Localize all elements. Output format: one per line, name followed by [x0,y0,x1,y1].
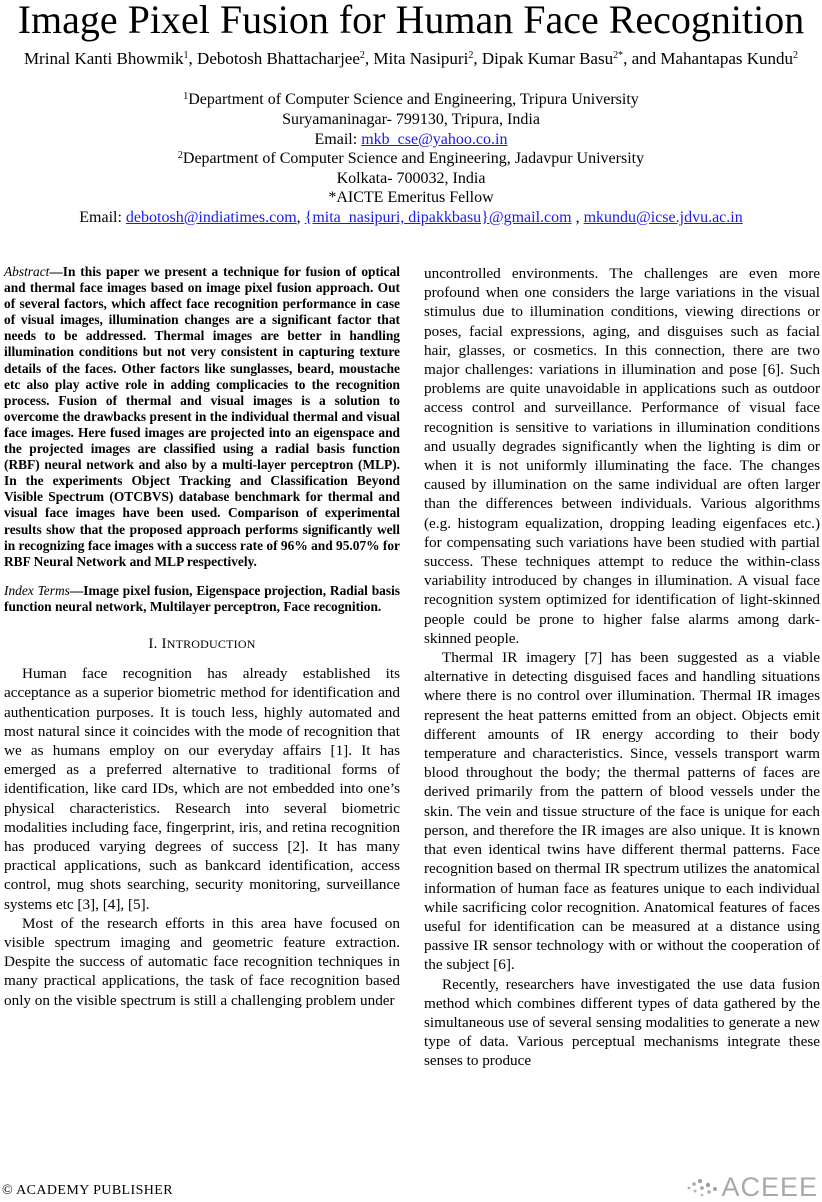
email-link-3[interactable]: {mita_nasipuri, dipakkbasu}@gmail.com [304,209,572,226]
intro-paragraph-5: Recently, researchers have investigated the use data fusion method which combines different types of data gathered by the simultaneous use of several sensing modalities to generate a new type of data. Various perceptual mechanisms integrate these senses to produce [424,975,820,1070]
author-2: Debotosh Bhattacharjee$^2$, [197,49,374,68]
intro-paragraph-2: Most of the research efforts in this area have focused on visible spectrum imaging and geometric feature extraction. Despite the success of automatic face recognition techniques in many practical applications, the task of face recognition based only on the visible spectrum is still a challenging problem under [4,914,400,1009]
logo-text: ACEEE [721,1172,818,1202]
email-link-1[interactable]: mkb_cse@yahoo.co.in [361,131,508,148]
author-3: Mita Nasipuri$^2$, [373,49,482,68]
emeritus-fellow-note: *AICTE Emeritus Fellow [328,189,494,206]
affiliation-2-emails: Email: debotosh@indiatimes.com, {mita_nasipuri, dipakkbasu}@gmail.com , mkundu@icse.jdvu.ac.in [79,209,743,226]
abstract: Abstract—In this paper we present a technique for fusion of optical and thermal face images based on image pixel fusion approach. Out of several factors, which affect face recognition performance in case of visual images, illumination changes are a significant factor that needs to be addressed. Thermal images are better in handling illumination conditions but not very consistent in capturing texture details of the faces. Other factors like sunglasses, beard, moustache etc also play active role in adding complicacies to the recognition process. Fusion of thermal and visual images is a solution to overcome the drawbacks present in the individual thermal and visual face images. Here fused images are projected into an eigenspace and the projected images are classified using a radial basis function (RBF) neural network and also by a multi-layer perceptron (MLP). In the experiments Object Tracking and Classification Beyond Visible Spectrum (OTCBVS) database benchmark for thermal and visual face images have been used. Comparison of experimental results show that the proposed approach performs significantly well in recognizing face images with a success rate of 96% and 95.07% for RBF Neural Network and MLP respectively. [4,264,400,569]
affiliation-1-address: Suryamaninagar- 799130, Tripura, India [282,111,540,128]
left-column [4,264,400,1010]
index-terms: Index Terms—Image pixel fusion, Eigenspace projection, Radial basis function neural network, Multilayer perceptron, Face recognition. [4,582,401,614]
right-column [424,264,820,1071]
affiliation-2-address: Kolkata- 700032, India [336,170,486,187]
intro-paragraph-4: Thermal IR imagery [7] has been suggested as a viable alternative in detecting disguised faces and handling situations where there is no control over illumination. Thermal IR images represent the heat patterns emitted from an object. Objects emit different amounts of IR energy according to their body temperature and characteristics. Since, vessels transport warm blood throughout the body; the thermal patterns of faces are derived primarily from the pattern of blood vessels under the skin. The vein and tissue structure of the face is unique for each person, and therefore the IR images are also unique. It is known that even identical twins have different thermal patterns. Face recognition based on thermal IR spectrum utilizes the anatomical information of human face as features unique to each individual while sacrificing color recognition. Anatomical features of faces useful for identification can be measured at a distance using passive IR sensor technology with or without the cooperation of the subject [6]. [424,649,820,974]
email-link-2[interactable]: debotosh@indiatimes.com [125,209,297,226]
index-terms-label: Index Terms [4,582,70,598]
copyright-notice: © ACADEMY PUBLISHER [2,1183,173,1198]
intro-paragraph-3: uncontrolled environments. The challenges are even more profound when one considers the large variations in the visual stimulus due to illumination conditions, viewing directions or poses, facial expressions, aging, and disguises such as facial hair, glasses, or cosmetics. In this connection, there are two major challenges: variations in illumination and pose [6]. Such problems are quite unavoidable in applications such as outdoor access control and surveillance. Performance of visual face recognition is sensitive to variations in illumination conditions and usually degrades significantly when the lighting is dim or when it is not uniformly illuminating the face. The changes caused by illumination on the same individual are often larger than the differences between individuals. Various algorithms (e.g. histogram equalization, dropping leading eigenfaces etc.) for compensating such variations have been studied with partial success. These techniques attempt to reduce the within-class variability introduced by changes in illumination. A visual face recognition system optimized for identification of light-skinned people could be prone to higher false alarms among dark-skinned people. [424,265,820,647]
section-heading-introduction: I. INTRODUCTION [148,635,256,652]
author-5: Mahantapas Kundu$^2$ [660,49,799,68]
author-list [0,48,822,70]
aceee-logo [685,1174,818,1200]
author-1: Mrinal Kanti Bhowmik$^1$, [23,49,198,68]
affiliation-1-email: Email: mkb_cse@yahoo.co.in [314,131,508,148]
email-link-4[interactable]: mkundu@icse.jdvu.ac.in [583,209,743,226]
abstract-label: Abstract [4,264,50,279]
paper-title: Image Pixel Fusion for Human Face Recognition [17,0,805,42]
affiliation-1-dept: $^1$Department of Computer Science and Engineering, Tripura University [183,91,639,108]
affiliation-2-dept: $^2$Department of Computer Science and Engineering, Jadavpur University [177,150,645,167]
author-4: Dipak Kumar Basu$^{2*}$, and [481,49,661,68]
intro-paragraph-1: Human face recognition has already established its acceptance as a superior biometric method for identification and authentication purposes. It is touch less, highly automated and most natural since it coincides with the mode of recognition that we as humans employ on our everyday affairs [1]. It has emerged as a preferred alternative to traditional forms of identification, like card IDs, which are not embedded into one’s physical characteristics. Research into several biometric modalities including face, fingerprint, iris, and retina recognition has produced varying degrees of success [2]. It has many practical applications, such as bankcard identification, access control, mug shots searching, security monitoring, surveillance systems etc [3], [4], [5]. [4,665,400,913]
logo-swoosh-icon [685,1174,721,1200]
